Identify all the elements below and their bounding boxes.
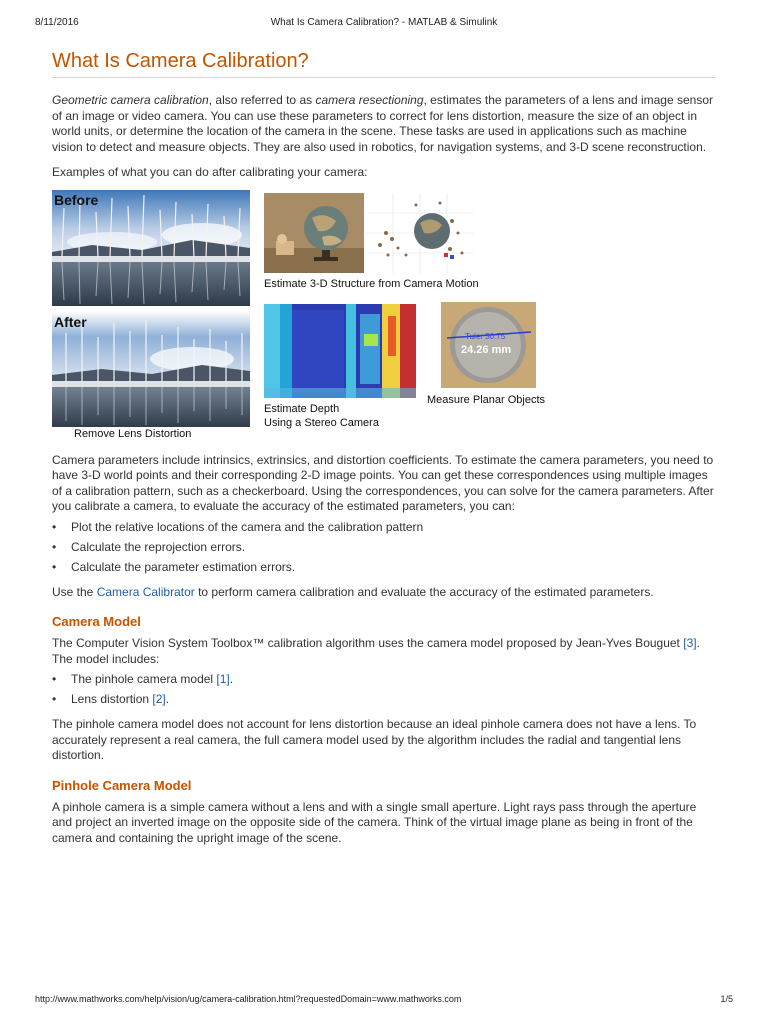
camera-model-paragraph: The Computer Vision System Toolbox™ calibration algorithm uses the camera model proposed by Jean-Yves Bouguet [3]. The model includes: <box>52 636 700 666</box>
caption-measure: Measure Planar Objects <box>427 393 545 406</box>
depth-map-image <box>264 304 416 398</box>
page-number: 1/5 <box>720 994 733 1004</box>
caption-depth-line2: Using a Stereo Camera <box>264 416 379 429</box>
intro-text-1: , also referred to as <box>208 93 316 107</box>
pinhole-paragraph: A pinhole camera is a simple camera without a lens and with a single small aperture. Light rays pass through the aperture and project an inverted image on the opposite side of the camera. Think of the virtual image plane as being in front of the camera and containing the upright image of the scene. <box>52 799 697 845</box>
point-cloud-image <box>366 193 474 273</box>
term-geometric-calibration: Geometric camera calibration <box>52 93 209 107</box>
print-header <box>35 17 733 29</box>
distortion-paragraph: The pinhole camera model does not account for lens distortion because an ideal pinhole camera does not have a lens. To accurately represent a real camera, the full camera model used by the algorithm includes the radial and tangential lens distortion. <box>52 717 697 762</box>
use-calibrator-paragraph: Use the Camera Calibrator to perform camera calibration and evaluate the accuracy of the estimated parameters. <box>52 584 654 599</box>
reference-2-link[interactable]: [2] <box>152 692 166 706</box>
evaluation-list <box>52 520 716 575</box>
coin-measure-label-1: Tuler 30.75 <box>465 331 506 341</box>
examples-figure <box>52 190 716 445</box>
intro-paragraph <box>52 93 716 155</box>
before-label: Before <box>54 191 99 208</box>
list-item: • The pinhole camera model [1]. <box>52 672 234 686</box>
coin-photo <box>441 302 536 388</box>
examples-intro: Examples of what you can do after calibrating your camera: <box>52 165 368 179</box>
camera-calibrator-link[interactable]: Camera Calibrator <box>96 584 195 599</box>
print-date: 8/11/2016 <box>35 17 79 28</box>
camera-model-heading: Camera Model <box>52 614 141 629</box>
globe-scene-image <box>264 193 364 273</box>
after-photo <box>52 311 250 427</box>
depth-map <box>264 304 416 398</box>
parameters-paragraph: Camera parameters include intrinsics, extrinsics, and distortion coefficients. To estimate the camera parameters, you need to have 3-D world points and their corresponding 2-D image points. You can get these correspondences using multiple images of a calibration pattern, such as a checkerboard. Using the correspondences, you can solve for the camera parameters. After you calibrate a camera, to evaluate the accuracy of the estimated parameters, you can: <box>52 452 714 513</box>
list-item: • Plot the relative locations of the camera and the calibration pattern <box>52 519 424 534</box>
article <box>52 50 716 846</box>
reference-1-link[interactable]: [1] <box>216 672 230 686</box>
model-list <box>52 672 716 707</box>
before-photo <box>52 190 250 306</box>
pinhole-model-heading: Pinhole Camera Model <box>52 777 192 793</box>
page-title: What Is Camera Calibration? <box>52 50 716 78</box>
caption-depth-line1: Estimate Depth <box>264 402 340 415</box>
term-camera-resectioning: camera resectioning <box>315 93 424 107</box>
caption-3d-structure: Estimate 3-D Structure from Camera Motion <box>264 277 479 290</box>
structure-photo <box>264 193 364 273</box>
print-page-title: What Is Camera Calibration? - MATLAB & Simulink <box>270 17 498 28</box>
list-item: • Calculate the reprojection errors. <box>52 539 246 554</box>
page-url: http://www.mathworks.com/help/vision/ug/camera-calibration.html?requestedDomain=www.mathworks.com <box>35 994 462 1004</box>
intro-text-2: , estimates the parameters of a lens and image sensor of an image or video camera. You can use these parameters to correct for lens distortion, measure the size of an object in world units, or determine the location of the camera in the scene. These tasks are used in applications such as machine vision to detect and measure objects. They are also used in robotics, for navigation systems, and 3-D scene reconstruction. <box>52 93 713 154</box>
list-item: • Lens distortion [2]. <box>52 692 170 706</box>
list-item: • Calculate the parameter estimation errors. <box>52 559 296 574</box>
caption-remove-distortion: Remove Lens Distortion <box>74 427 192 440</box>
point-cloud-plot <box>366 193 474 273</box>
after-label: After <box>54 313 87 330</box>
coin-measure-label-2: 24.26 mm <box>461 343 512 356</box>
reference-3-link[interactable]: [3] <box>683 636 697 650</box>
